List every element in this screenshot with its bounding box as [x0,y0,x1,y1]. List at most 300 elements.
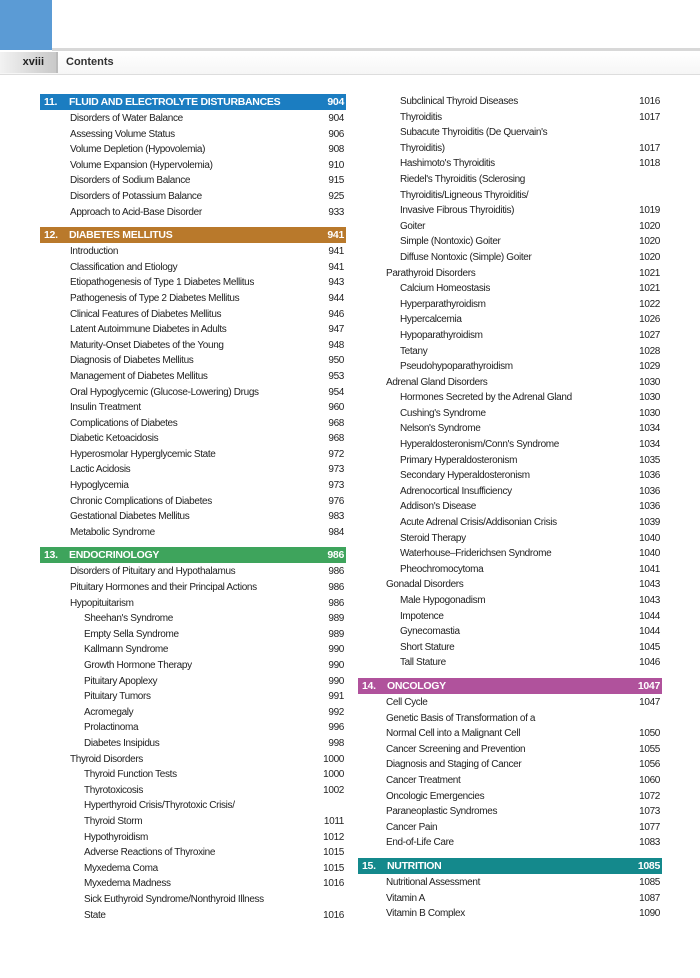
entry-title: Subacute Thyroiditis (De Quervain's [400,127,548,139]
entry-page: 1077 [639,821,660,833]
entry-page: 1020 [639,220,660,232]
toc-entry[interactable] [358,789,662,805]
entry-title: Thyroiditis/Ligneous Thyroiditis/ [400,189,529,201]
entry-page: 1021 [639,267,660,279]
entry-page: 1046 [639,657,660,669]
entry-page: 904 [328,113,344,124]
entry-page: 910 [328,159,344,171]
entry-page: 941 [328,261,344,273]
toc-entry[interactable] [40,705,346,721]
entry-title: Lactic Acidosis [70,464,131,476]
entry-title: Prolactinoma [84,722,139,734]
entry-page: 990 [328,675,344,687]
entry-page: 1000 [323,753,344,765]
entry-page: 989 [328,628,344,640]
entry-page: 1020 [639,236,660,248]
entry-page: 1040 [639,548,660,560]
toc-entry[interactable] [40,783,346,799]
toc-entry[interactable] [40,798,346,814]
chapter-title: DIABETES MELLITUS [69,229,173,242]
entry-page: 948 [328,339,344,351]
entry-page: 1021 [639,283,660,295]
entry-page: 1016 [323,909,344,921]
toc-section [358,94,662,671]
toc-entry[interactable] [40,627,346,643]
entry-page: 973 [328,480,344,492]
entry-title: Sick Euthyroid Syndrome/Nonthyroid Illness [84,893,264,905]
entry-title: Cell Cycle [386,696,428,708]
toc-entry[interactable] [40,291,346,307]
entry-page: 986 [328,597,344,609]
entry-page: 1027 [639,329,660,341]
entry-page: 1026 [639,314,660,326]
toc-entry[interactable] [40,830,346,846]
toc-entry[interactable] [40,127,346,143]
chapter-header[interactable] [358,678,662,694]
entry-title: Hyperaldosteronism/Conn's Syndrome [400,439,559,451]
toc-entry[interactable] [40,275,346,291]
toc-entry[interactable] [40,689,346,705]
chapter-page: 941 [327,229,344,242]
chapter-page: 1085 [637,859,660,872]
entry-title: Thyroiditis) [400,142,445,154]
entry-title: Thyroid Disorders [70,753,143,765]
entry-page: 1043 [639,579,660,591]
toc-entry[interactable] [358,711,662,727]
entry-page: 1011 [323,815,344,827]
toc-entry[interactable] [358,437,662,453]
toc-entry[interactable] [358,757,662,773]
toc-entry[interactable] [40,752,346,768]
toc-entry[interactable] [40,462,346,478]
entry-title: End-of-Life Care [386,837,454,849]
entry-title: Volume Expansion (Hypervolemia) [70,159,213,171]
toc-entry[interactable] [358,297,662,313]
toc-section [358,858,662,922]
entry-title: Oncologic Emergencies [386,790,485,802]
entry-page: 1044 [639,610,660,622]
toc-entry[interactable] [358,742,662,758]
entry-page: 1055 [639,743,660,755]
entry-page: 944 [328,292,344,304]
toc-entry[interactable] [40,611,346,627]
toc-entry[interactable] [358,875,662,891]
running-title: Contents [66,56,114,68]
entry-title: Riedel's Thyroiditis (Sclerosing [400,173,526,185]
toc-entry[interactable] [358,835,662,851]
entry-title: Empty Sella Syndrome [84,628,179,640]
entry-title: Hypoparathyroidism [400,329,483,341]
entry-page: 946 [328,308,344,320]
toc-entry[interactable] [40,674,346,690]
chapter-header[interactable] [358,858,662,874]
toc-entry[interactable] [40,767,346,783]
entry-title: Normal Cell into a Malignant Cell [386,728,521,740]
toc-entry[interactable] [40,596,346,612]
entry-page: 1015 [323,847,344,859]
chapter-header[interactable] [40,227,346,243]
toc-entry[interactable] [358,250,662,266]
entry-page: 984 [328,526,344,538]
toc-entry[interactable] [358,468,662,484]
entry-title: Goiter [400,220,426,232]
toc-section [40,227,346,540]
entry-title: Diabetes Insipidus [84,737,160,749]
toc-entry[interactable] [40,736,346,752]
page-number-tab [0,52,58,73]
entry-page: 1087 [639,892,660,904]
toc-entry[interactable] [358,203,662,219]
entry-page: 1034 [639,423,660,435]
entry-title: Sheehan's Syndrome [84,613,174,625]
entry-title: Nutritional Assessment [386,876,481,888]
toc-entry[interactable] [40,720,346,736]
toc-entry[interactable] [358,484,662,500]
entry-title: Tall Stature [400,657,446,669]
entry-title: Parathyroid Disorders [386,267,476,279]
toc-entry[interactable] [358,546,662,562]
entry-page: 953 [328,370,344,382]
entry-title: Thyroiditis [400,111,442,123]
entry-title: Disorders of Water Balance [70,113,183,124]
entry-title: Clinical Features of Diabetes Mellitus [70,308,222,320]
entry-title: Pseudohypoparathyroidism [400,361,513,373]
toc-entry[interactable] [358,390,662,406]
entry-page: 960 [328,402,344,414]
toc-entry[interactable] [40,385,346,401]
toc-entry[interactable] [358,453,662,469]
entry-page: 1073 [639,806,660,818]
entry-title: Growth Hormone Therapy [84,660,192,671]
entry-title: Introduction [70,246,119,258]
toc-entry[interactable] [40,642,346,658]
entry-title: Adrenal Gland Disorders [386,376,488,388]
entry-page: 1050 [639,728,660,740]
entry-page: 933 [328,206,344,218]
entry-page: 1002 [323,784,344,796]
toc-entry[interactable] [358,773,662,789]
entry-title: Secondary Hyperaldosteronism [400,470,530,482]
toc-entry[interactable] [358,141,662,157]
entry-title: Pituitary Tumors [84,691,151,703]
entry-title: Diabetic Ketoacidosis [70,433,159,445]
entry-title: Simple (Nontoxic) Goiter [400,236,501,248]
toc-section [40,94,346,220]
entry-page: 998 [328,737,344,749]
entry-page: 1036 [639,501,660,513]
entry-page: 1030 [639,392,660,404]
entry-title: Cancer Treatment [386,774,461,786]
entry-title: Cancer Screening and Prevention [386,743,526,755]
toc-entry[interactable] [358,624,662,640]
top-rule [52,48,700,51]
toc-entry[interactable] [358,609,662,625]
toc-entry[interactable] [40,658,346,674]
entry-title: Invasive Fibrous Thyroiditis) [400,205,515,217]
entry-page: 1041 [639,563,660,575]
toc-entry[interactable] [40,260,346,276]
toc-entry[interactable] [40,111,346,127]
toc-entry[interactable] [40,307,346,323]
entry-title: Calcium Homeostasis [400,283,491,295]
toc-entry[interactable] [358,375,662,391]
entry-page: 1030 [639,407,660,419]
entry-title: Disorders of Sodium Balance [70,175,191,187]
toc-entry[interactable] [358,172,662,188]
toc-entry[interactable] [40,580,346,596]
entry-page: 1029 [639,361,660,373]
entry-title: Latent Autoimmune Diabetes in Adults [70,324,227,336]
chapter-page: 986 [327,549,344,562]
entry-title: Cushing's Syndrome [400,407,486,419]
toc-entry[interactable] [40,173,346,189]
toc-entry[interactable] [40,338,346,354]
toc-entry[interactable] [40,142,346,158]
chapter-number: 12. [44,229,58,242]
toc-section [40,547,346,923]
chapter-title: ENDOCRINOLOGY [69,549,160,562]
entry-page: 990 [328,644,344,656]
toc-entry[interactable] [40,892,346,908]
chapter-page: 904 [327,96,344,108]
entry-page: 1016 [639,96,660,107]
entry-page: 1030 [639,376,660,388]
entry-page: 972 [328,448,344,460]
toc-entry[interactable] [40,189,346,205]
toc-entry[interactable] [40,845,346,861]
entry-title: Acute Adrenal Crisis/Addisonian Crisis [400,517,557,529]
toc-entry[interactable] [358,188,662,204]
toc-entry[interactable] [358,820,662,836]
toc-entry[interactable] [40,861,346,877]
toc-entry[interactable] [358,125,662,141]
entry-title: Waterhouse–Friderichsen Syndrome [400,548,552,560]
entry-page: 1040 [639,532,660,544]
toc-entry[interactable] [358,593,662,609]
entry-title: Approach to Acid-Base Disorder [70,206,202,218]
toc-entry[interactable] [40,416,346,432]
entry-title: Hypothyroidism [84,831,149,843]
entry-title: Diagnosis of Diabetes Mellitus [70,355,194,367]
toc-entry[interactable] [40,158,346,174]
toc-entry[interactable] [40,908,346,924]
toc-entry[interactable] [40,509,346,525]
toc-entry[interactable] [40,564,346,580]
entry-page: 1015 [323,862,344,874]
entry-title: Diagnosis and Staging of Cancer [386,759,522,771]
entry-page: 991 [328,691,344,703]
toc-entry[interactable] [358,94,662,110]
entry-title: Paraneoplastic Syndromes [386,806,498,818]
toc-entry[interactable] [40,814,346,830]
toc-entry[interactable] [358,110,662,126]
entry-title: State [84,909,106,921]
entry-page: 1083 [639,837,660,849]
entry-title: Kallmann Syndrome [84,644,169,656]
entry-title: Acromegaly [84,706,134,718]
toc-entry[interactable] [358,499,662,515]
toc-entry[interactable] [358,562,662,578]
toc-entry[interactable] [40,369,346,385]
entry-title: Oral Hypoglycemic (Glucose-Lowering) Drugs [70,386,259,398]
entry-title: Myxedema Madness [84,878,171,890]
entry-page: 947 [328,324,344,336]
toc-entry[interactable] [358,281,662,297]
entry-title: Male Hypogonadism [400,595,486,606]
entry-page: 1000 [323,769,344,781]
toc-entry[interactable] [358,655,662,671]
entry-page: 943 [328,277,344,289]
toc-column-right [358,94,662,922]
toc-entry[interactable] [358,359,662,375]
entry-page: 1019 [639,205,660,217]
entry-title: Nelson's Syndrome [400,423,481,435]
entry-title: Volume Depletion (Hypovolemia) [70,144,206,156]
entry-page: 989 [328,613,344,625]
toc-entry[interactable] [40,205,346,221]
entry-title: Thyrotoxicosis [84,784,144,796]
chapter-title: ONCOLOGY [387,679,446,692]
entry-page: 1039 [639,517,660,529]
toc-entry[interactable] [40,353,346,369]
toc-entry[interactable] [358,695,662,711]
toc-entry[interactable] [40,244,346,260]
entry-page: 1017 [639,142,660,154]
toc-entry[interactable] [40,447,346,463]
entry-title: Hypoglycemia [70,480,129,492]
entry-page: 1045 [639,641,660,653]
entry-page: 1018 [639,158,660,170]
entry-page: 925 [328,190,344,202]
entry-title: Pituitary Apoplexy [84,675,158,687]
entry-page: 1090 [639,908,660,920]
toc-entry[interactable] [40,525,346,541]
entry-page: 941 [328,246,344,258]
toc-entry[interactable] [358,266,662,282]
corner-tab [0,0,52,50]
toc-entry[interactable] [358,640,662,656]
entry-title: Adrenocortical Insufficiency [400,485,512,497]
toc-entry[interactable] [358,577,662,593]
entry-page: 983 [328,511,344,523]
entry-page: 1044 [639,626,660,638]
entry-title: Assessing Volume Status [70,128,175,140]
chapter-title: NUTRITION [387,859,442,872]
toc-entry[interactable] [40,478,346,494]
running-header [0,52,700,75]
toc-entry[interactable] [358,219,662,235]
entry-title: Subclinical Thyroid Diseases [400,96,518,107]
entry-page: 1072 [639,790,660,802]
entry-page: 1016 [323,878,344,890]
entry-title: Thyroid Storm [84,815,143,827]
toc-entry[interactable] [358,804,662,820]
toc-entry[interactable] [358,406,662,422]
entry-page: 973 [328,464,344,476]
entry-title: Hormones Secreted by the Adrenal Gland [400,392,572,404]
toc-entry[interactable] [358,891,662,907]
toc-entry[interactable] [40,876,346,892]
toc-entry[interactable] [40,400,346,416]
entry-title: Primary Hyperaldosteronism [400,454,518,466]
entry-title: Gynecomastia [400,626,460,638]
entry-title: Pathogenesis of Type 2 Diabetes Mellitus [70,292,240,304]
page-number: xviii [22,56,44,68]
entry-title: Hyperparathyroidism [400,298,486,310]
chapter-number: 13. [44,549,58,562]
entry-title: Chronic Complications of Diabetes [70,495,212,507]
entry-title: Hyperosmolar Hyperglycemic State [70,448,216,460]
toc-entry[interactable] [358,906,662,922]
chapter-number: 11. [44,96,58,108]
toc-entry[interactable] [358,515,662,531]
entry-title: Hypopituitarism [70,597,134,609]
entry-page: 996 [328,722,344,734]
toc-entry[interactable] [358,328,662,344]
toc-column-left [40,94,346,923]
toc-entry[interactable] [358,156,662,172]
chapter-number: 15. [362,859,376,872]
entry-title: Pheochromocytoma [400,563,484,575]
entry-page: 950 [328,355,344,367]
toc-entry[interactable] [40,322,346,338]
toc-entry[interactable] [358,421,662,437]
entry-page: 986 [328,582,344,594]
toc-entry[interactable] [358,726,662,742]
entry-title: Gonadal Disorders [386,579,464,591]
toc-entry[interactable] [40,494,346,510]
toc-entry[interactable] [358,531,662,547]
toc-entry[interactable] [358,344,662,360]
chapter-header[interactable] [40,547,346,563]
entry-title: Pituitary Hormones and their Principal Actions [70,582,257,594]
entry-title: Vitamin A [386,892,425,904]
entry-page: 992 [328,706,344,718]
chapter-title: FLUID AND ELECTROLYTE DISTURBANCES [69,96,281,108]
entry-title: Myxedema Coma [84,862,158,874]
entry-title: Cancer Pain [386,821,438,833]
entry-title: Hashimoto's Thyroiditis [400,158,495,170]
entry-title: Etiopathogenesis of Type 1 Diabetes Mellitus [70,277,254,289]
entry-title: Thyroid Function Tests [84,769,177,781]
entry-page: 1022 [639,298,660,310]
entry-page: 1028 [639,345,660,357]
entry-title: Vitamin B Complex [386,908,465,920]
chapter-header[interactable] [40,94,346,110]
entry-title: Metabolic Syndrome [70,526,155,538]
toc-entry[interactable] [358,312,662,328]
entry-page: 915 [328,175,344,187]
entry-title: Classification and Etiology [70,261,178,273]
entry-title: Steroid Therapy [400,532,466,544]
entry-page: 908 [328,144,344,156]
entry-title: Adverse Reactions of Thyroxine [84,847,216,859]
entry-title: Management of Diabetes Mellitus [70,370,208,382]
entry-page: 954 [328,386,344,398]
entry-page: 1043 [639,595,660,606]
entry-title: Addison's Disease [400,501,477,513]
entry-page: 1060 [639,774,660,786]
toc-entry[interactable] [40,431,346,447]
entry-title: Diffuse Nontoxic (Simple) Goiter [400,251,532,263]
entry-title: Insulin Treatment [70,402,141,414]
entry-title: Impotence [400,610,444,622]
toc-entry[interactable] [358,234,662,250]
entry-page: 1017 [639,111,660,123]
entry-page: 1036 [639,470,660,482]
entry-page: 990 [328,660,344,671]
entry-page: 1020 [639,251,660,263]
